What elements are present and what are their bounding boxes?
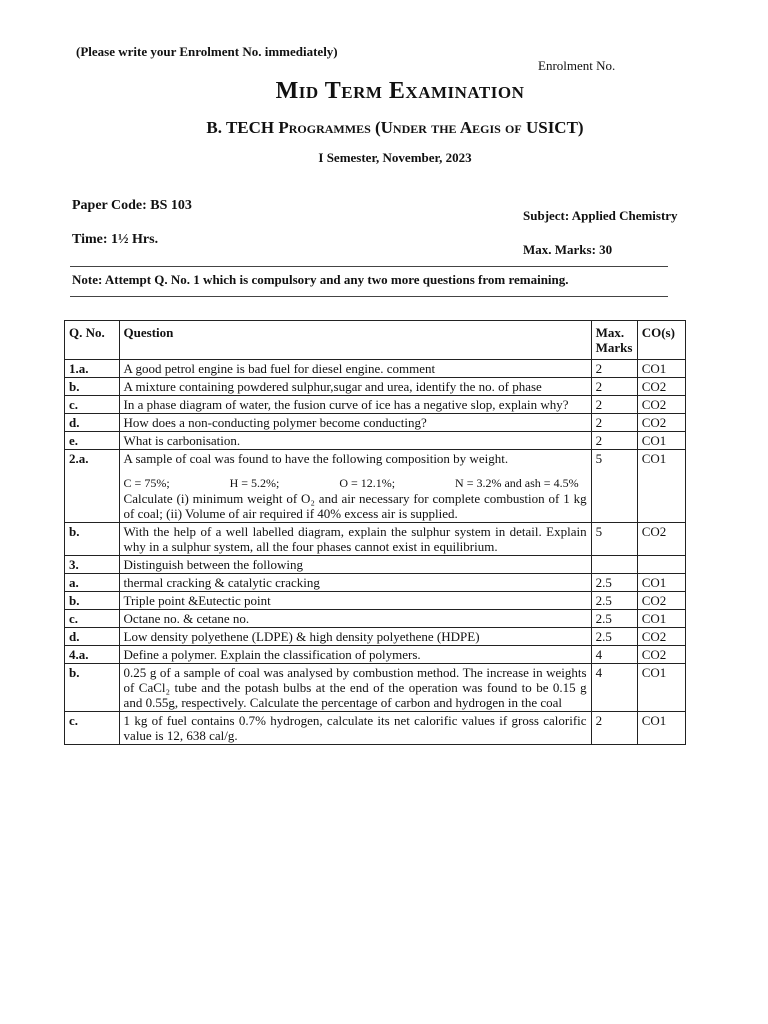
header-co: CO(s) [637,321,685,360]
question-number: b. [65,523,120,556]
question-number: 2.a. [65,450,120,523]
table-row [65,610,686,628]
question-text: In a phase diagram of water, the fusion curve of ice has a negative slop, explain why? [119,396,591,414]
question-stem: A sample of coal was found to have the following composition by weight. [123,451,509,466]
header-marks: Max. Marks [591,321,637,360]
question-text [119,450,591,523]
exam-subtitle: B. TECH Programmes (Under the Aegis of USICT) [206,118,584,137]
question-text: What is carbonisation. [119,432,591,450]
semester-line: I Semester, November, 2023 [318,150,472,165]
composition-item: O = 12.1%; [339,476,396,490]
question-marks: 2 [591,414,637,432]
question-marks: 2.5 [591,610,637,628]
question-marks: 2 [591,396,637,414]
question-text: Define a polymer. Explain the classification of polymers. [119,646,591,664]
question-number: 3. [65,556,120,574]
question-text: thermal cracking & catalytic cracking [119,574,591,592]
question-text: How does a non-conducting polymer become conducting? [119,414,591,432]
question-number: b. [65,664,120,712]
question-marks: 2 [591,712,637,745]
question-marks: 5 [591,450,637,523]
divider-top [70,266,668,267]
table-row [65,414,686,432]
question-co: CO2 [637,592,685,610]
question-co: CO1 [637,450,685,523]
table-row [65,432,686,450]
question-marks: 2.5 [591,592,637,610]
question-co [637,556,685,574]
question-number: b. [65,592,120,610]
question-text: A good petrol engine is bad fuel for diesel engine. comment [119,360,591,378]
table-header-row [65,321,686,360]
instruction-note: Note: Attempt Q. No. 1 which is compulsory and any two more questions from remaining. [72,272,569,287]
question-marks: 2.5 [591,628,637,646]
composition-item: N = 3.2% and ash = 4.5% [455,476,579,490]
question-text: 0.25 g of a sample of coal was analysed by combustion method. The increase in weights of CaCl₂ tube and the potash bulbs at the end of the operation was found to be 0.15 g and 0.55g, respectively. Calculate the percentage of carbon and hydrogen in the coal [119,664,591,712]
question-marks: 2 [591,360,637,378]
question-co: CO1 [637,664,685,712]
question-co: CO2 [637,523,685,556]
exam-title: Mid Term Examination [275,78,525,104]
question-co: CO2 [637,628,685,646]
table-row [65,556,686,574]
question-text: Low density polyethene (LDPE) & high density polyethene (HDPE) [119,628,591,646]
question-co: CO1 [637,610,685,628]
question-table [64,320,686,745]
table-row [65,712,686,745]
question-co: CO2 [637,396,685,414]
question-text: A mixture containing powdered sulphur,sugar and urea, identify the no. of phase [119,378,591,396]
table-row [65,574,686,592]
table-row [65,628,686,646]
table-row [65,360,686,378]
subject: Subject: Applied Chemistry [523,208,678,223]
question-number: e. [65,432,120,450]
question-number: a. [65,574,120,592]
question-text: Distinguish between the following [119,556,591,574]
header-question: Question [119,321,591,360]
question-number: c. [65,610,120,628]
question-co: CO2 [637,378,685,396]
question-co: CO1 [637,360,685,378]
question-text: Triple point &Eutectic point [119,592,591,610]
question-co: CO1 [637,432,685,450]
question-number: c. [65,712,120,745]
enrolment-instruction: (Please write your Enrolment No. immediately) [76,44,338,59]
table-row [65,378,686,396]
question-number: 1.a. [65,360,120,378]
table-row [65,450,686,523]
question-text: Octane no. & cetane no. [119,610,591,628]
question-marks: 4 [591,664,637,712]
question-text: With the help of a well labelled diagram, explain the sulphur system in detail. Explain why in a sulphur system, all the four phases cannot exist in equilibrium. [119,523,591,556]
header-qno: Q. No. [65,321,120,360]
table-row [65,646,686,664]
question-number: 4.a. [65,646,120,664]
question-co: CO1 [637,574,685,592]
question-marks [591,556,637,574]
question-marks: 2 [591,378,637,396]
paper-code: Paper Code: BS 103 [72,198,192,213]
question-marks: 2 [591,432,637,450]
table-row [65,664,686,712]
question-co: CO2 [637,414,685,432]
enrolment-label: Enrolment No. [538,58,616,73]
question-marks: 5 [591,523,637,556]
question-calculation: Calculate (i) minimum weight of O₂ and air necessary for complete combustion of 1 kg of coal; (ii) Volume of air required if 40% excess air is supplied. [123,491,587,521]
question-number: b. [65,378,120,396]
max-marks: Max. Marks: 30 [523,242,613,257]
question-marks: 2.5 [591,574,637,592]
question-number: d. [65,414,120,432]
question-co: CO2 [637,646,685,664]
question-number: c. [65,396,120,414]
question-co: CO1 [637,712,685,745]
table-row [65,396,686,414]
composition-list [124,476,587,491]
question-marks: 4 [591,646,637,664]
question-number: d. [65,628,120,646]
composition-item: H = 5.2%; [229,476,280,490]
table-row [65,592,686,610]
time-allowed: Time: 1½ Hrs. [72,232,159,247]
composition-item: C = 75%; [123,476,170,490]
divider-bottom [70,296,668,297]
table-row [65,523,686,556]
question-text: 1 kg of fuel contains 0.7% hydrogen, calculate its net calorific values if gross calorific value is 12, 638 cal/g. [119,712,591,745]
